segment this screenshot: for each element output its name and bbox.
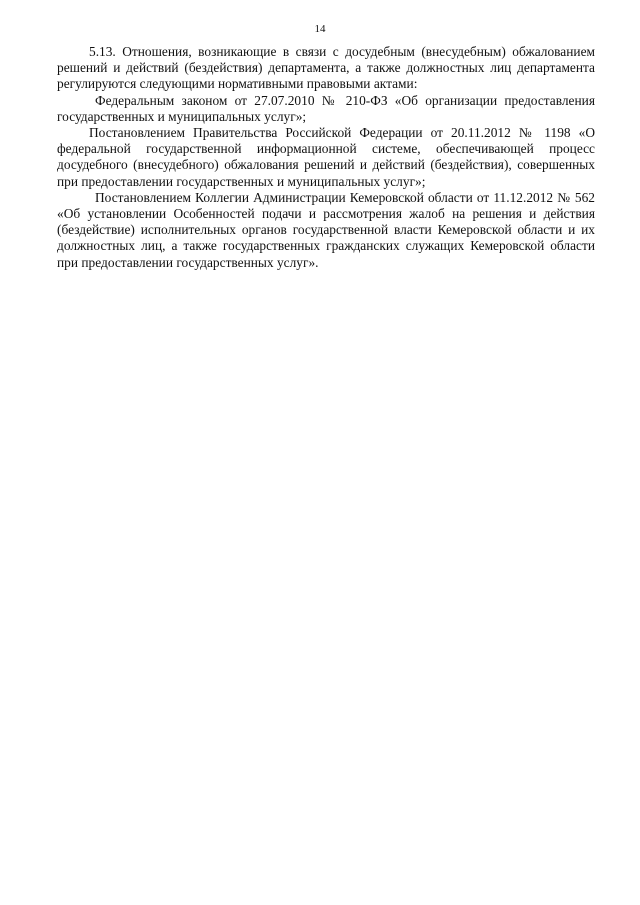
paragraph-federal-law: Федеральным законом от 27.07.2010 № 210-ФЗ «Об организации предоставления государственных и муниципальных услуг»;	[57, 92, 595, 124]
page-number: 14	[314, 23, 326, 35]
paragraph-government-resolution: Постановлением Правительства Российской Федерации от 20.11.2012 № 1198 «О федеральной государственной информационной системе, обеспечивающей процесс досудебного (внесудебного) обжалования решений и действий (бездействия), совершенных при предоставлении государственных и муниципальных услуг»;	[57, 125, 595, 189]
document-body	[57, 44, 595, 271]
paragraph-5-13-intro: 5.13. Отношения, возникающие в связи с досудебным (внесудебным) обжалованием решений и действий (бездействия) департамента, а также должностных лиц департамента регулируются следующими нормативными правовыми актами:	[57, 44, 595, 92]
paragraph-collegium-resolution: Постановлением Коллегии Администрации Кемеровской области от 11.12.2012 № 562 «Об установлении Особенностей подачи и рассмотрения жалоб на решения и действия (бездействие) исполнительных органов государственной власти Кемеровской области и их должностных лиц, а также государственных гражданских служащих Кемеровской области при предоставлении государственных услуг».	[57, 189, 595, 270]
